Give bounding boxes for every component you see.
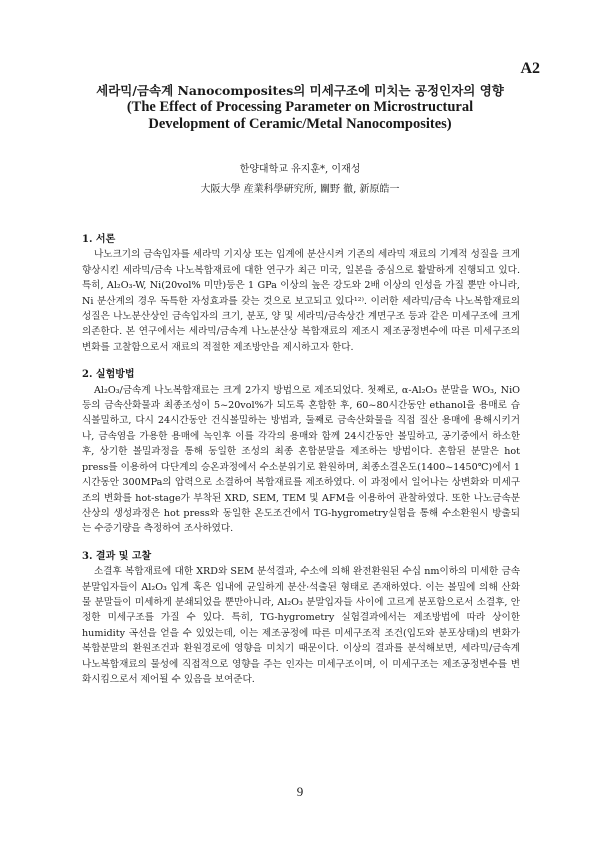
title-block: [60, 82, 540, 133]
authors-line1: 한양대학교 유지훈*, 이재성: [239, 164, 361, 175]
section-heading: 3. 결과 및 고찰: [82, 550, 152, 562]
title-english-line2: Development of Ceramic/Metal Nanocomposites): [148, 116, 452, 132]
title-english-line1: (The Effect of Processing Parameter on Microstructural: [126, 99, 474, 115]
authors-line2: 大阪大學 産業科學硏究所, 關野 徹, 新原皓一: [200, 184, 400, 195]
section-heading: 1. 서론: [82, 234, 116, 245]
title-korean: 세라믹/금속계 Nanocomposites의 미세구조에 미치는 공정인자의 영향: [96, 83, 504, 98]
section-results: [82, 549, 520, 688]
section-paragraph: 소결후 복합재료에 대한 XRD와 SEM 분석결과, 수소에 의해 완전환원된 수십 nm이하의 미세한 금속분말입자들이 Al₂O₃ 입계 혹은 입내에 균일하게 분산·석출된 형태로 존재하였다. 이는 볼밀에 의해 산화물 분말들이 미세하게 분쇄되었을 뿐만아니라, Al₂O₃ 분말입자들 사이에 고르게 분포함으로서 소결후, 안정한 미세구조를 가질 수 있다. 특히, TG-hygrometry 실험결과에서는 제조방법에 따라 상이한 humidity 곡선을 얻을 수 있었는데, 이는 제조공정에 따른 미세구조적 조건(입도와 분포상태)의 변화가 복합분말의 환원조건과 환원경로에 영향을 미치기 때문이다. 이상의 결과를 분석해보면, 세라믹/금속계 나노복합재료의 물성에 직접적으로 영향을 주는 인자는 미세구조이며, 이 미세구조는 제조공정변수를 변화시킴으로서 제어될 수 있음을 보여준다.: [82, 566, 520, 685]
paper-body: [82, 232, 520, 699]
page-number: 9: [296, 784, 304, 799]
section-paragraph: Al₂O₃/금속계 나노복합재료는 크게 2가지 방법으로 제조되었다. 첫째로, α-Al₂O₃ 분말을 WO₃, NiO 등의 금속산화물과 최종조성이 5~20vol%가 되도록 혼합한 후, 60~80시간동안 ethanol을 용매로 습식볼밀하고, 다시 24시간동안 건식볼밀하는 방법과, 둘째로 금속산화물을 직접 질산 용매에 용해시키거나, 금속염을 가용한 용매에 녹인후 이를 각각의 용매와 함께 24시간동안 볼밀하고, 공기중에서 하소한 후, 상기한 볼밀과정을 통해 동일한 조성의 최종 혼합분말을 제조하는 방법이다. 혼합된 분말은 hot press를 이용하여 다단계의 승온과정에서 수소분위기로 환원하며, 최종소결온도(1400~1450℃)에서 1시간동안 300MPa의 압력으로 소결하여 복합재료를 제조하였다. 이 과정에서 일어나는 상변화와 미세구조의 변화를 hot-stage가 부착된 XRD, SEM, TEM 및 AFM을 이용하여 관찰하였다. 또한 나노금속분산상의 생성과정은 hot press와 동일한 온도조건에서 TG-hygrometry실험을 통해 수소환원시 방출되는 수증기량을 측정하여 조사하였다.: [82, 384, 520, 535]
section-heading: 2. 실험방법: [82, 369, 135, 381]
section-paragraph: 나노크기의 금속입자를 세라믹 기지상 또는 입계에 분산시켜 기존의 세라믹 재료의 기계적 성질을 크게 향상시킨 세라믹/금속 나노복합재료에 대한 연구가 최근 미국, 일본을 중심으로 활발하게 진행되고 있다. 특히, Al₂O₃-W, Ni(20vol% 미만)등은 1 GPa 이상의 높은 강도와 2배 이상의 인성을 가질 뿐만 아니라, Ni 분산계의 경우 독특한 자성효과를 갖는 것으로 보고되고 있다¹²⁾. 이러한 세라믹/금속 나노복합재료의 성질은 나노분산상인 금속입자의 크기, 분포, 양 및 세라믹/금속상간 계면구조 등과 같은 미세구조에 크게 의존한다. 본 연구에서는 세라믹/금속계 나노분산상 복합재료의 제조시 제조공정변수에 따른 미세구조의 변화를 고찰함으로서 재료의 적절한 제조방안을 제시하고자 한다.: [82, 249, 520, 353]
section-introduction: [82, 232, 520, 355]
page-id-label: A2: [520, 60, 540, 77]
authors-block: [60, 160, 540, 200]
section-methods: [82, 367, 520, 536]
